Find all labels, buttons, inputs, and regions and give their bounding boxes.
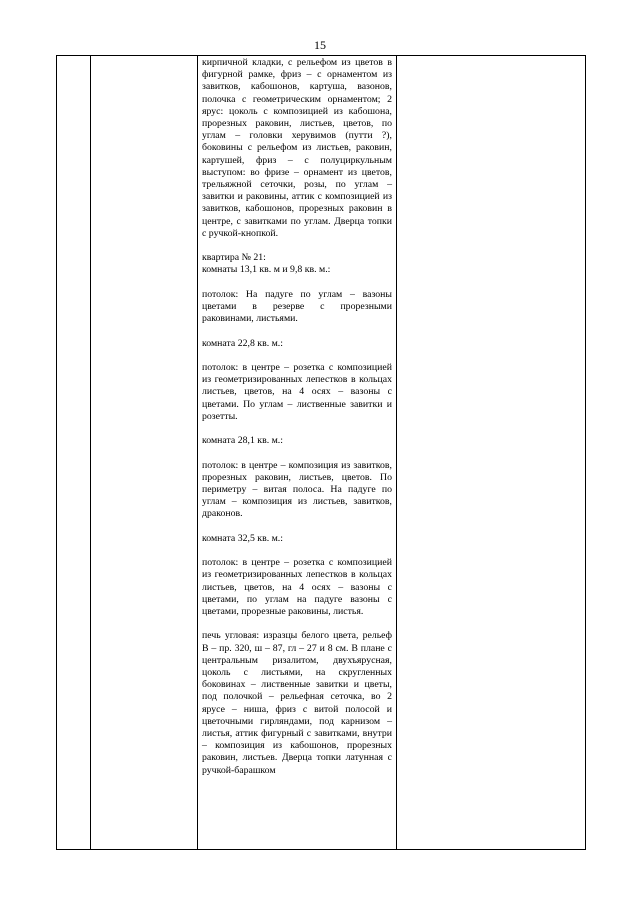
column-divider-2 [197,55,198,850]
description-paragraph: потолок: в центре – композиция из завитков, прорезных раковин, листьев, цветов. По периметру – витая полоса. На падуге по углам – композиция из листьев, завитков, драконов. [202,459,392,520]
description-paragraph: комната 28,1 кв. м.: [202,435,283,447]
table-border-right [585,55,586,850]
inventory-table [56,55,586,850]
description-paragraph: потолок: в центре – розетка с композицией из геометризированных лепестков в кольцах листьев, цветов, на 4 осях – вазоны с цветами. По углам – лиственные завитки и розетты. [202,362,392,422]
column-divider-3 [396,55,397,850]
column-divider-1 [90,55,91,850]
description-paragraph: потолок: На падуге по углам – вазоны цветами в резерве с прорезными раковинами, листьями. [202,288,392,325]
description-paragraph: квартира № 21: комнаты 13,1 кв. м и 9,8 кв. м.: [202,252,331,276]
page-number: 15 [314,38,326,52]
description-paragraph: печь угловая: изразцы белого цвета, рельеф В – пр. 320, ш – 87, гл – 27 и 8 см. В плане с центральным ризалитом, двухъярусная, цоколь с листьями, на скругленных боковинах – лиственные завитки и цветы, под полочкой – рельефная сеточка, во 2 ярусе – ниша, фриз с витой полосой и цветочными гирляндами, под карнизом – листья, аттик фигурный с завитками, внутри – композиция из кабошонов, прорезных раковин, листьев. Дверца топки латунная с ручкой-барашком [202,630,392,776]
description-paragraph: потолок: в центре – розетка с композицией из геометризированных лепестков в кольцах листьев, цветов, на 4 осях – вазоны с цветами, по углам на падуге вазоны с цветами, прорезные раковины, листья. [202,557,392,618]
table-border-top [56,55,586,56]
description-cell [202,57,392,777]
table-border-left [56,55,57,850]
table-border-bottom [56,849,586,850]
description-paragraph: кирпичной кладки, с рельефом из цветов в фигурной рамке, фриз – с орнаментом из завитков, кабошонов, картуша, вазонов, полочка с геометрическим орнаментом; 2 ярус: цоколь с композицией из кабошона, прорезных раковин, листьев, цветов, по углам – головки херувимов (путти ?), боковины с рельефом из листьев, раковин, картушей, фриз – с полуциркульным выступом: во фризе – орнамент из цветов, трельяжной сеточки, розы, по углам – завитки и раковины, аттик с композицией из завитков, кабошонов, прорезных раковин в центре, с завитками по углам. Дверца топки с ручкой-кнопкой. [202,57,392,239]
description-paragraph: комната 22,8 кв. м.: [202,337,283,349]
description-paragraph: комната 32,5 кв. м.: [202,532,283,544]
